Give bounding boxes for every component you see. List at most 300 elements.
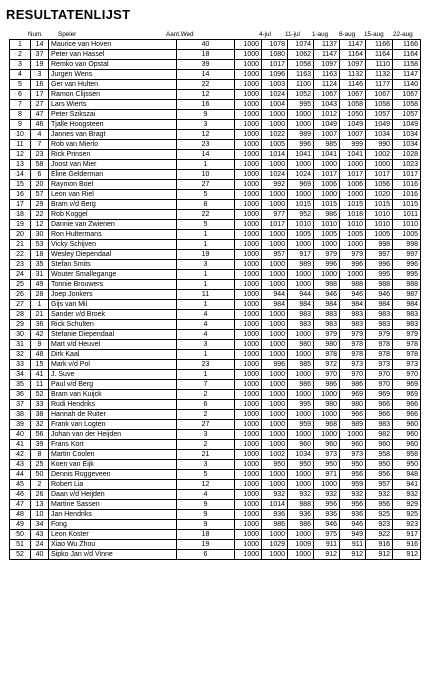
score-11-jul-cell: 1005 xyxy=(288,230,314,240)
player-name-cell: Maurice van Hoven xyxy=(49,40,177,50)
rank-cell: 40 xyxy=(10,430,31,440)
num-cell: 18 xyxy=(31,250,49,260)
player-name-cell: Eline Gelderman xyxy=(49,170,177,180)
start-score-cell: 1000 xyxy=(235,340,262,350)
table-row xyxy=(10,540,421,550)
table-row xyxy=(10,520,421,530)
score-15-aug-cell: 960 xyxy=(366,440,393,450)
num-cell: 34 xyxy=(31,520,49,530)
score-11-jul-cell: 1034 xyxy=(288,450,314,460)
rank-cell: 29 xyxy=(10,320,31,330)
rank-cell: 28 xyxy=(10,310,31,320)
score-8-aug-cell: 1000 xyxy=(340,270,366,280)
table-row xyxy=(10,440,421,450)
rank-cell: 49 xyxy=(10,520,31,530)
player-name-cell: Dennis Roggeveen xyxy=(49,470,177,480)
score-22-aug-cell: 988 xyxy=(393,280,421,290)
rank-cell: 24 xyxy=(10,270,31,280)
score-22-aug-cell: 1010 xyxy=(393,220,421,230)
score-1-aug-cell: 1006 xyxy=(314,180,340,190)
score-11-jul-cell: 995 xyxy=(288,400,314,410)
score-8-aug-cell: 936 xyxy=(340,510,366,520)
score-11-jul-cell: 984 xyxy=(288,300,314,310)
match-count-cell: 27 xyxy=(177,420,235,430)
table-row xyxy=(10,120,421,130)
score-1-aug-cell: 986 xyxy=(314,380,340,390)
score-15-aug-cell: 922 xyxy=(366,530,393,540)
score-11-jul-cell: 1000 xyxy=(288,370,314,380)
start-score-cell: 1000 xyxy=(235,270,262,280)
score-11-jul-cell: 1163 xyxy=(288,70,314,80)
score-8-aug-cell: 1049 xyxy=(340,120,366,130)
table-row xyxy=(10,360,421,370)
start-score-cell: 1000 xyxy=(235,330,262,340)
score-22-aug-cell: 1005 xyxy=(393,230,421,240)
match-count-cell: 7 xyxy=(177,380,235,390)
table-row xyxy=(10,70,421,80)
score-15-aug-cell: 950 xyxy=(366,460,393,470)
start-score-cell: 1000 xyxy=(235,80,262,90)
table-row xyxy=(10,180,421,190)
start-score-cell: 1000 xyxy=(235,240,262,250)
player-name-cell: Leon Koster xyxy=(49,530,177,540)
score-11-jul-cell: 1015 xyxy=(288,200,314,210)
match-count-cell: 3 xyxy=(177,340,235,350)
score-11-jul-cell: 989 xyxy=(288,130,314,140)
score-22-aug-cell: 1028 xyxy=(393,150,421,160)
table-row xyxy=(10,290,421,300)
match-count-cell: 5 xyxy=(177,190,235,200)
score-1-aug-cell: 988 xyxy=(314,280,340,290)
score-11-jul-cell: 1000 xyxy=(288,430,314,440)
score-4-jul-cell: 1000 xyxy=(262,120,288,130)
score-15-aug-cell: 988 xyxy=(366,280,393,290)
start-score-cell: 1000 xyxy=(235,440,262,450)
table-row xyxy=(10,340,421,350)
match-count-cell: 8 xyxy=(177,200,235,210)
score-8-aug-cell: 989 xyxy=(340,420,366,430)
score-1-aug-cell: 1000 xyxy=(314,160,340,170)
rank-cell: 39 xyxy=(10,420,31,430)
score-1-aug-cell: 1043 xyxy=(314,100,340,110)
score-15-aug-cell: 1010 xyxy=(366,220,393,230)
score-8-aug-cell: 978 xyxy=(340,350,366,360)
score-15-aug-cell: 984 xyxy=(366,300,393,310)
match-count-cell: 2 xyxy=(177,390,235,400)
table-row xyxy=(10,90,421,100)
score-22-aug-cell: 970 xyxy=(393,370,421,380)
score-4-jul-cell: 1004 xyxy=(262,100,288,110)
rank-cell: 5 xyxy=(10,80,31,90)
score-8-aug-cell: 979 xyxy=(340,250,366,260)
match-count-cell: 3 xyxy=(177,120,235,130)
start-score-cell: 1000 xyxy=(235,190,262,200)
player-name-cell: Rob Koggel xyxy=(49,210,177,220)
start-score-cell: 1000 xyxy=(235,210,262,220)
start-score-cell: 1000 xyxy=(235,470,262,480)
score-11-jul-cell: 983 xyxy=(288,320,314,330)
score-11-jul-cell: 952 xyxy=(288,210,314,220)
rank-cell: 52 xyxy=(10,550,31,560)
score-11-jul-cell: 1000 xyxy=(288,280,314,290)
score-1-aug-cell: 1000 xyxy=(314,190,340,200)
num-cell: 4 xyxy=(31,130,49,140)
score-11-jul-cell: 986 xyxy=(288,520,314,530)
table-row xyxy=(10,370,421,380)
score-15-aug-cell: 923 xyxy=(366,520,393,530)
score-11-jul-cell: 1024 xyxy=(288,170,314,180)
start-score-cell: 1000 xyxy=(235,430,262,440)
score-15-aug-cell: 916 xyxy=(366,540,393,550)
score-11-jul-cell: 995 xyxy=(288,100,314,110)
player-name-cell: Mark v/d Pol xyxy=(49,360,177,370)
score-8-aug-cell: 932 xyxy=(340,490,366,500)
score-15-aug-cell: 1002 xyxy=(366,150,393,160)
score-15-aug-cell: 979 xyxy=(366,330,393,340)
score-1-aug-cell: 1012 xyxy=(314,110,340,120)
score-8-aug-cell: 912 xyxy=(340,550,366,560)
table-row xyxy=(10,150,421,160)
score-11-jul-cell: 1041 xyxy=(288,150,314,160)
score-8-aug-cell: 1041 xyxy=(340,150,366,160)
score-11-jul-cell: 1000 xyxy=(288,470,314,480)
score-11-jul-cell: 989 xyxy=(288,260,314,270)
player-name-cell: Jan Hendriks xyxy=(49,510,177,520)
score-22-aug-cell: 996 xyxy=(393,260,421,270)
table-row xyxy=(10,480,421,490)
player-name-cell: Bram van Kuijck xyxy=(49,390,177,400)
match-count-cell: 2 xyxy=(177,410,235,420)
score-1-aug-cell: 1163 xyxy=(314,70,340,80)
score-15-aug-cell: 1110 xyxy=(366,60,393,70)
start-score-cell: 1000 xyxy=(235,420,262,430)
score-22-aug-cell: 995 xyxy=(393,270,421,280)
score-1-aug-cell: 1124 xyxy=(314,80,340,90)
score-1-aug-cell: 986 xyxy=(314,210,340,220)
match-count-cell: 3 xyxy=(177,460,235,470)
score-15-aug-cell: 983 xyxy=(366,320,393,330)
score-8-aug-cell: 1146 xyxy=(340,80,366,90)
score-22-aug-cell: 1015 xyxy=(393,200,421,210)
rank-cell: 25 xyxy=(10,280,31,290)
num-cell: 37 xyxy=(31,50,49,60)
score-15-aug-cell: 1049 xyxy=(366,120,393,130)
score-1-aug-cell: 973 xyxy=(314,450,340,460)
score-22-aug-cell: 960 xyxy=(393,440,421,450)
page-title: RESULTATENLIJST xyxy=(6,7,131,22)
score-1-aug-cell: 1010 xyxy=(314,220,340,230)
score-1-aug-cell: 978 xyxy=(314,350,340,360)
match-count-cell: 4 xyxy=(177,330,235,340)
start-score-cell: 1000 xyxy=(235,230,262,240)
score-4-jul-cell: 1000 xyxy=(262,390,288,400)
header-date-2: 11-jul xyxy=(285,31,300,38)
score-4-jul-cell: 1080 xyxy=(262,50,288,60)
table-row xyxy=(10,130,421,140)
score-22-aug-cell: 932 xyxy=(393,490,421,500)
score-1-aug-cell: 1000 xyxy=(314,240,340,250)
player-name-cell: Hannah de Ruiter xyxy=(49,410,177,420)
score-15-aug-cell: 978 xyxy=(366,340,393,350)
score-8-aug-cell: 1097 xyxy=(340,60,366,70)
match-count-cell: 21 xyxy=(177,450,235,460)
match-count-cell: 1 xyxy=(177,230,235,240)
score-1-aug-cell: 968 xyxy=(314,420,340,430)
score-15-aug-cell: 973 xyxy=(366,360,393,370)
start-score-cell: 1000 xyxy=(235,120,262,130)
score-8-aug-cell: 979 xyxy=(340,330,366,340)
score-11-jul-cell: 1000 xyxy=(288,550,314,560)
score-4-jul-cell: 1000 xyxy=(262,350,288,360)
player-name-cell: Koen van Eijk xyxy=(49,460,177,470)
score-15-aug-cell: 970 xyxy=(366,370,393,380)
table-row xyxy=(10,40,421,50)
score-11-jul-cell: 1000 xyxy=(288,110,314,120)
score-22-aug-cell: 1017 xyxy=(393,170,421,180)
score-4-jul-cell: 1024 xyxy=(262,170,288,180)
score-4-jul-cell: 977 xyxy=(262,210,288,220)
player-name-cell: J. Suve xyxy=(49,370,177,380)
score-1-aug-cell: 956 xyxy=(314,500,340,510)
score-22-aug-cell: 960 xyxy=(393,430,421,440)
score-22-aug-cell: 1011 xyxy=(393,210,421,220)
score-11-jul-cell: 1000 xyxy=(288,480,314,490)
score-22-aug-cell: 966 xyxy=(393,400,421,410)
start-score-cell: 1000 xyxy=(235,40,262,50)
score-22-aug-cell: 917 xyxy=(393,530,421,540)
player-name-cell: Peter van Hassel xyxy=(49,50,177,60)
score-4-jul-cell: 1000 xyxy=(262,190,288,200)
num-cell: 20 xyxy=(31,180,49,190)
match-count-cell: 9 xyxy=(177,500,235,510)
score-8-aug-cell: 956 xyxy=(340,500,366,510)
rank-cell: 30 xyxy=(10,330,31,340)
table-row xyxy=(10,390,421,400)
num-cell: 16 xyxy=(31,80,49,90)
start-score-cell: 1000 xyxy=(235,540,262,550)
num-cell: 42 xyxy=(31,330,49,340)
rank-cell: 34 xyxy=(10,370,31,380)
num-cell: 11 xyxy=(31,380,49,390)
score-4-jul-cell: 1000 xyxy=(262,330,288,340)
score-15-aug-cell: 966 xyxy=(366,410,393,420)
num-cell: 58 xyxy=(31,160,49,170)
rank-cell: 10 xyxy=(10,130,31,140)
score-4-jul-cell: 986 xyxy=(262,520,288,530)
match-count-cell: 19 xyxy=(177,540,235,550)
num-cell: 14 xyxy=(31,40,49,50)
score-4-jul-cell: 1000 xyxy=(262,310,288,320)
score-22-aug-cell: 1034 xyxy=(393,130,421,140)
rank-cell: 32 xyxy=(10,350,31,360)
score-4-jul-cell: 1017 xyxy=(262,220,288,230)
score-22-aug-cell: 1049 xyxy=(393,120,421,130)
header-date-6: 22-aug xyxy=(393,31,413,38)
num-cell: 3 xyxy=(31,70,49,80)
score-15-aug-cell: 996 xyxy=(366,260,393,270)
num-cell: 25 xyxy=(31,460,49,470)
rank-cell: 37 xyxy=(10,400,31,410)
score-15-aug-cell: 1034 xyxy=(366,130,393,140)
header-num: Num. xyxy=(28,31,44,38)
start-score-cell: 1000 xyxy=(235,380,262,390)
score-22-aug-cell: 1023 xyxy=(393,160,421,170)
player-name-cell: Remko van Opstal xyxy=(49,60,177,70)
rank-cell: 51 xyxy=(10,540,31,550)
score-11-jul-cell: 936 xyxy=(288,510,314,520)
score-22-aug-cell: 969 xyxy=(393,390,421,400)
score-1-aug-cell: 979 xyxy=(314,250,340,260)
score-1-aug-cell: 980 xyxy=(314,340,340,350)
score-8-aug-cell: 1007 xyxy=(340,130,366,140)
table-row xyxy=(10,210,421,220)
score-8-aug-cell: 1006 xyxy=(340,180,366,190)
score-4-jul-cell: 1000 xyxy=(262,400,288,410)
score-15-aug-cell: 1010 xyxy=(366,210,393,220)
score-4-jul-cell: 1003 xyxy=(262,80,288,90)
num-cell: 19 xyxy=(31,60,49,70)
player-name-cell: Wouter Smallegange xyxy=(49,270,177,280)
match-count-cell: 6 xyxy=(177,400,235,410)
score-4-jul-cell: 1000 xyxy=(262,550,288,560)
score-1-aug-cell: 960 xyxy=(314,440,340,450)
start-score-cell: 1000 xyxy=(235,370,262,380)
player-name-cell: Martine Sassen xyxy=(49,500,177,510)
score-8-aug-cell: 986 xyxy=(340,380,366,390)
rank-cell: 38 xyxy=(10,410,31,420)
score-1-aug-cell: 1007 xyxy=(314,130,340,140)
score-4-jul-cell: 1000 xyxy=(262,380,288,390)
score-11-jul-cell: 1010 xyxy=(288,220,314,230)
player-name-cell: Jannes van Bragt xyxy=(49,130,177,140)
score-11-jul-cell: 1000 xyxy=(288,190,314,200)
rank-cell: 33 xyxy=(10,360,31,370)
table-row xyxy=(10,310,421,320)
score-22-aug-cell: 1057 xyxy=(393,110,421,120)
score-15-aug-cell: 978 xyxy=(366,350,393,360)
num-cell: 9 xyxy=(31,340,49,350)
score-11-jul-cell: 1000 xyxy=(288,410,314,420)
rank-cell: 26 xyxy=(10,290,31,300)
score-15-aug-cell: 1017 xyxy=(366,170,393,180)
score-22-aug-cell: 958 xyxy=(393,450,421,460)
score-8-aug-cell: 1005 xyxy=(340,230,366,240)
num-cell: 46 xyxy=(31,120,49,130)
table-row xyxy=(10,320,421,330)
score-1-aug-cell: 1041 xyxy=(314,150,340,160)
match-count-cell: 10 xyxy=(177,170,235,180)
score-11-jul-cell: 983 xyxy=(288,310,314,320)
start-score-cell: 1000 xyxy=(235,280,262,290)
table-row xyxy=(10,550,421,560)
start-score-cell: 1000 xyxy=(235,70,262,80)
score-8-aug-cell: 988 xyxy=(340,280,366,290)
match-count-cell: 12 xyxy=(177,480,235,490)
score-4-jul-cell: 1005 xyxy=(262,140,288,150)
start-score-cell: 1000 xyxy=(235,250,262,260)
score-22-aug-cell: 1158 xyxy=(393,60,421,70)
score-4-jul-cell: 1000 xyxy=(262,470,288,480)
score-1-aug-cell: 980 xyxy=(314,400,340,410)
score-8-aug-cell: 1164 xyxy=(340,50,366,60)
score-1-aug-cell: 1000 xyxy=(314,430,340,440)
score-8-aug-cell: 983 xyxy=(340,310,366,320)
score-4-jul-cell: 1000 xyxy=(262,280,288,290)
num-cell: 52 xyxy=(31,390,49,400)
score-8-aug-cell: 1018 xyxy=(340,210,366,220)
num-cell: 47 xyxy=(31,110,49,120)
rank-cell: 18 xyxy=(10,210,31,220)
score-22-aug-cell: 1016 xyxy=(393,180,421,190)
rank-cell: 14 xyxy=(10,170,31,180)
num-cell: 35 xyxy=(31,260,49,270)
rank-cell: 15 xyxy=(10,180,31,190)
score-8-aug-cell: 984 xyxy=(340,300,366,310)
rank-cell: 46 xyxy=(10,490,31,500)
score-8-aug-cell: 1000 xyxy=(340,430,366,440)
score-22-aug-cell: 966 xyxy=(393,410,421,420)
player-name-cell: Robert Lia xyxy=(49,480,177,490)
score-15-aug-cell: 1067 xyxy=(366,90,393,100)
match-count-cell: 1 xyxy=(177,300,235,310)
table-row xyxy=(10,420,421,430)
rank-cell: 31 xyxy=(10,340,31,350)
table-row xyxy=(10,530,421,540)
num-cell: 50 xyxy=(31,470,49,480)
score-4-jul-cell: 1000 xyxy=(262,230,288,240)
header-date-3: 1-aug xyxy=(312,31,329,38)
score-11-jul-cell: 1100 xyxy=(288,80,314,90)
score-15-aug-cell: 1164 xyxy=(366,50,393,60)
match-count-cell: 16 xyxy=(177,100,235,110)
num-cell: 24 xyxy=(31,540,49,550)
table-row xyxy=(10,470,421,480)
score-1-aug-cell: 1017 xyxy=(314,170,340,180)
score-11-jul-cell: 988 xyxy=(288,500,314,510)
score-1-aug-cell: 950 xyxy=(314,460,340,470)
player-name-cell: Raymon Boel xyxy=(49,180,177,190)
rank-cell: 44 xyxy=(10,470,31,480)
score-11-jul-cell: 969 xyxy=(288,180,314,190)
score-8-aug-cell: 911 xyxy=(340,540,366,550)
table-row xyxy=(10,430,421,440)
start-score-cell: 1000 xyxy=(235,390,262,400)
score-11-jul-cell: 932 xyxy=(288,490,314,500)
rank-cell: 41 xyxy=(10,440,31,450)
score-4-jul-cell: 1000 xyxy=(262,410,288,420)
rank-cell: 12 xyxy=(10,150,31,160)
score-11-jul-cell: 1052 xyxy=(288,90,314,100)
match-count-cell: 18 xyxy=(177,50,235,60)
score-4-jul-cell: 932 xyxy=(262,490,288,500)
table-row xyxy=(10,410,421,420)
score-8-aug-cell: 960 xyxy=(340,440,366,450)
score-22-aug-cell: 929 xyxy=(393,500,421,510)
match-count-cell: 9 xyxy=(177,110,235,120)
score-4-jul-cell: 984 xyxy=(262,300,288,310)
score-1-aug-cell: 975 xyxy=(314,530,340,540)
score-4-jul-cell: 1029 xyxy=(262,540,288,550)
start-score-cell: 1000 xyxy=(235,410,262,420)
score-1-aug-cell: 985 xyxy=(314,140,340,150)
score-8-aug-cell: 946 xyxy=(340,520,366,530)
score-15-aug-cell: 1132 xyxy=(366,70,393,80)
table-row xyxy=(10,300,421,310)
score-22-aug-cell: 1166 xyxy=(393,40,421,50)
player-name-cell: Peter Szikszai xyxy=(49,110,177,120)
num-cell: 53 xyxy=(31,240,49,250)
start-score-cell: 1000 xyxy=(235,200,262,210)
